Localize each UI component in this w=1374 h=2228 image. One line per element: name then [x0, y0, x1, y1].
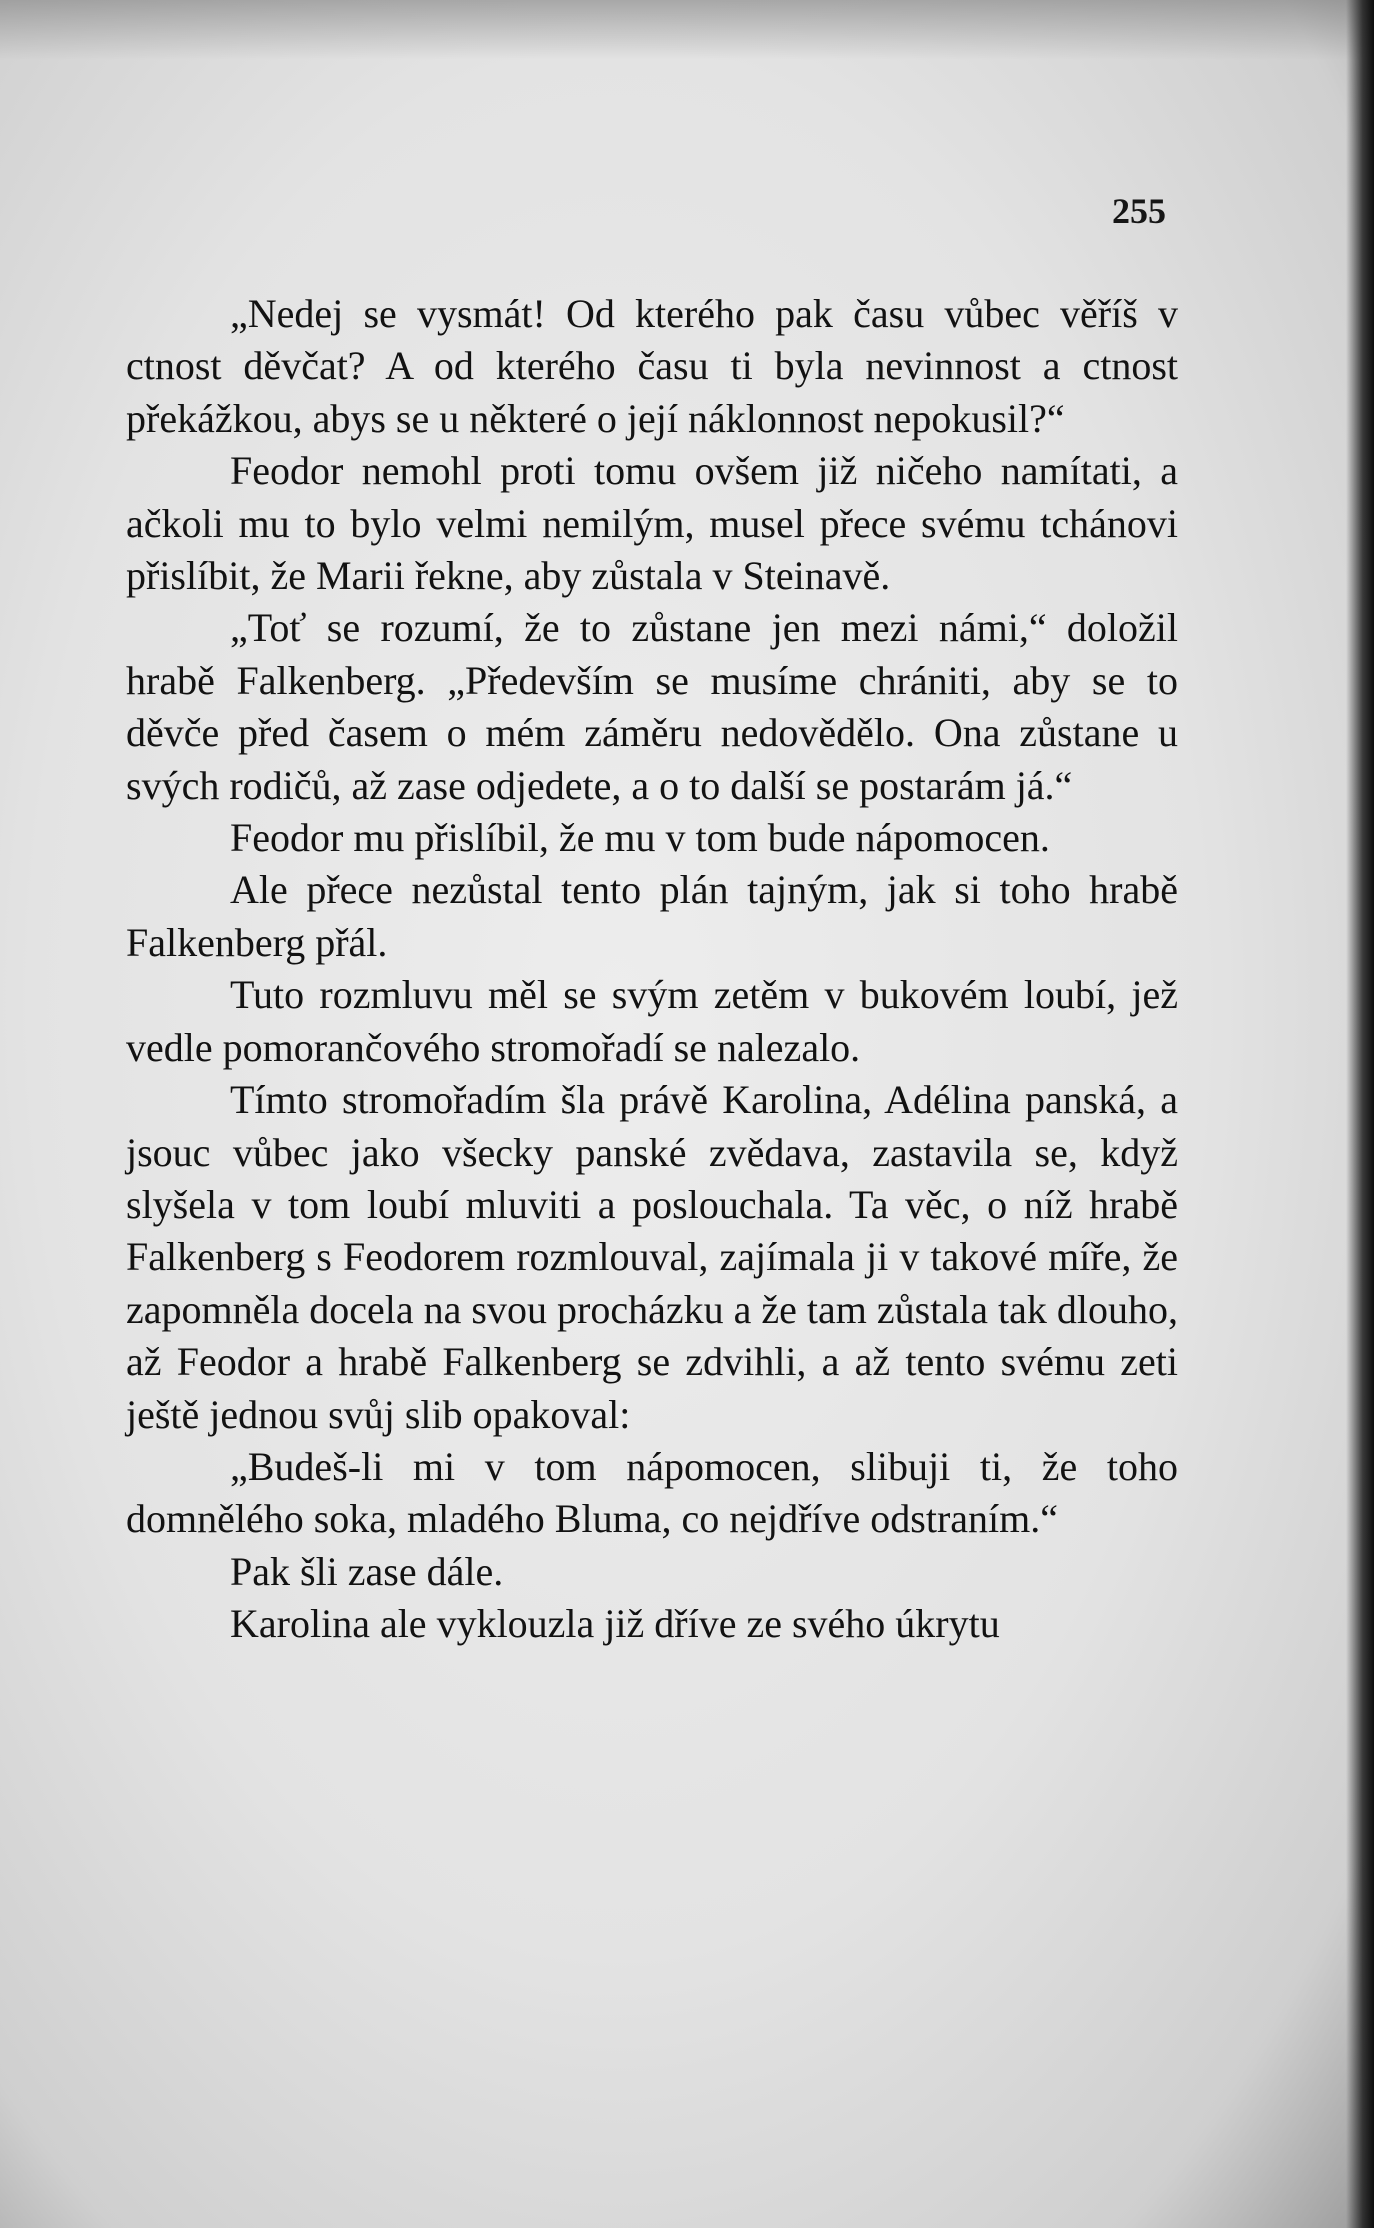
body-text [126, 288, 1178, 1651]
page-number: 255 [1112, 191, 1166, 231]
paragraph: Feodor mu přislíbil, že mu v tom bude nápomocen. [230, 815, 1050, 861]
paragraph: Feodor nemohl proti tomu ovšem již ničeho namítati, a ačkoli mu to bylo velmi nemilým, musel přece svému tchánovi přislíbit, že Marii řekne, aby zůstala v Steinavě. [126, 448, 1178, 599]
paragraph: Tímto stromořadím šla právě Karolina, Adélina panská, a jsouc vůbec jako všecky panské zvědava, zastavila se, když slyšela v tom loubí mluviti a poslouchala. Ta věc, o níž hrabě Falkenberg s Feodorem rozmlouval, zajímala ji v takové míře, že zapomněla docela na svou procházku a že tam zůstala tak dlouho, až Feodor a hrabě Falkenberg se zdvihli, a až tento svému zeti ještě jednou svůj slib opakoval: [126, 1077, 1178, 1437]
page-right-edge [1346, 0, 1374, 2228]
paragraph: Ale přece nezůstal tento plán tajným, jak si toho hrabě Falkenberg přál. [126, 867, 1178, 965]
page-top-shadow [0, 0, 1374, 60]
paragraph: „Toť se rozumí, že to zůstane jen mezi námi,“ doložil hrabě Falkenberg. „Především se musíme chrániti, aby se to děvče před časem o mém záměru nedovědělo. Ona zůstane u svých rodičů, až zase odjedete, a o to další se postarám já.“ [126, 605, 1178, 808]
paragraph: „Budeš-li mi v tom nápomocen, slibuji ti, že toho domnělého soka, mladého Bluma, co nejdříve odstraním.“ [126, 1443, 1178, 1542]
paragraph: Karolina ale vyklouzla již dříve ze svého úkrytu [230, 1601, 1000, 1647]
paragraph: Tuto rozmluvu měl se svým zetěm v bukovém loubí, jež vedle pomorančového stromořadí se nalezalo. [126, 972, 1178, 1070]
paragraph: „Nedej se vysmát! Od kterého pak času vůbec věříš v ctnost děvčat? A od kterého času ti byla nevinnost a ctnost překážkou, abys se u některé o její náklonnost nepokusil?“ [126, 291, 1178, 441]
paragraph: Pak šli zase dále. [230, 1548, 504, 1594]
